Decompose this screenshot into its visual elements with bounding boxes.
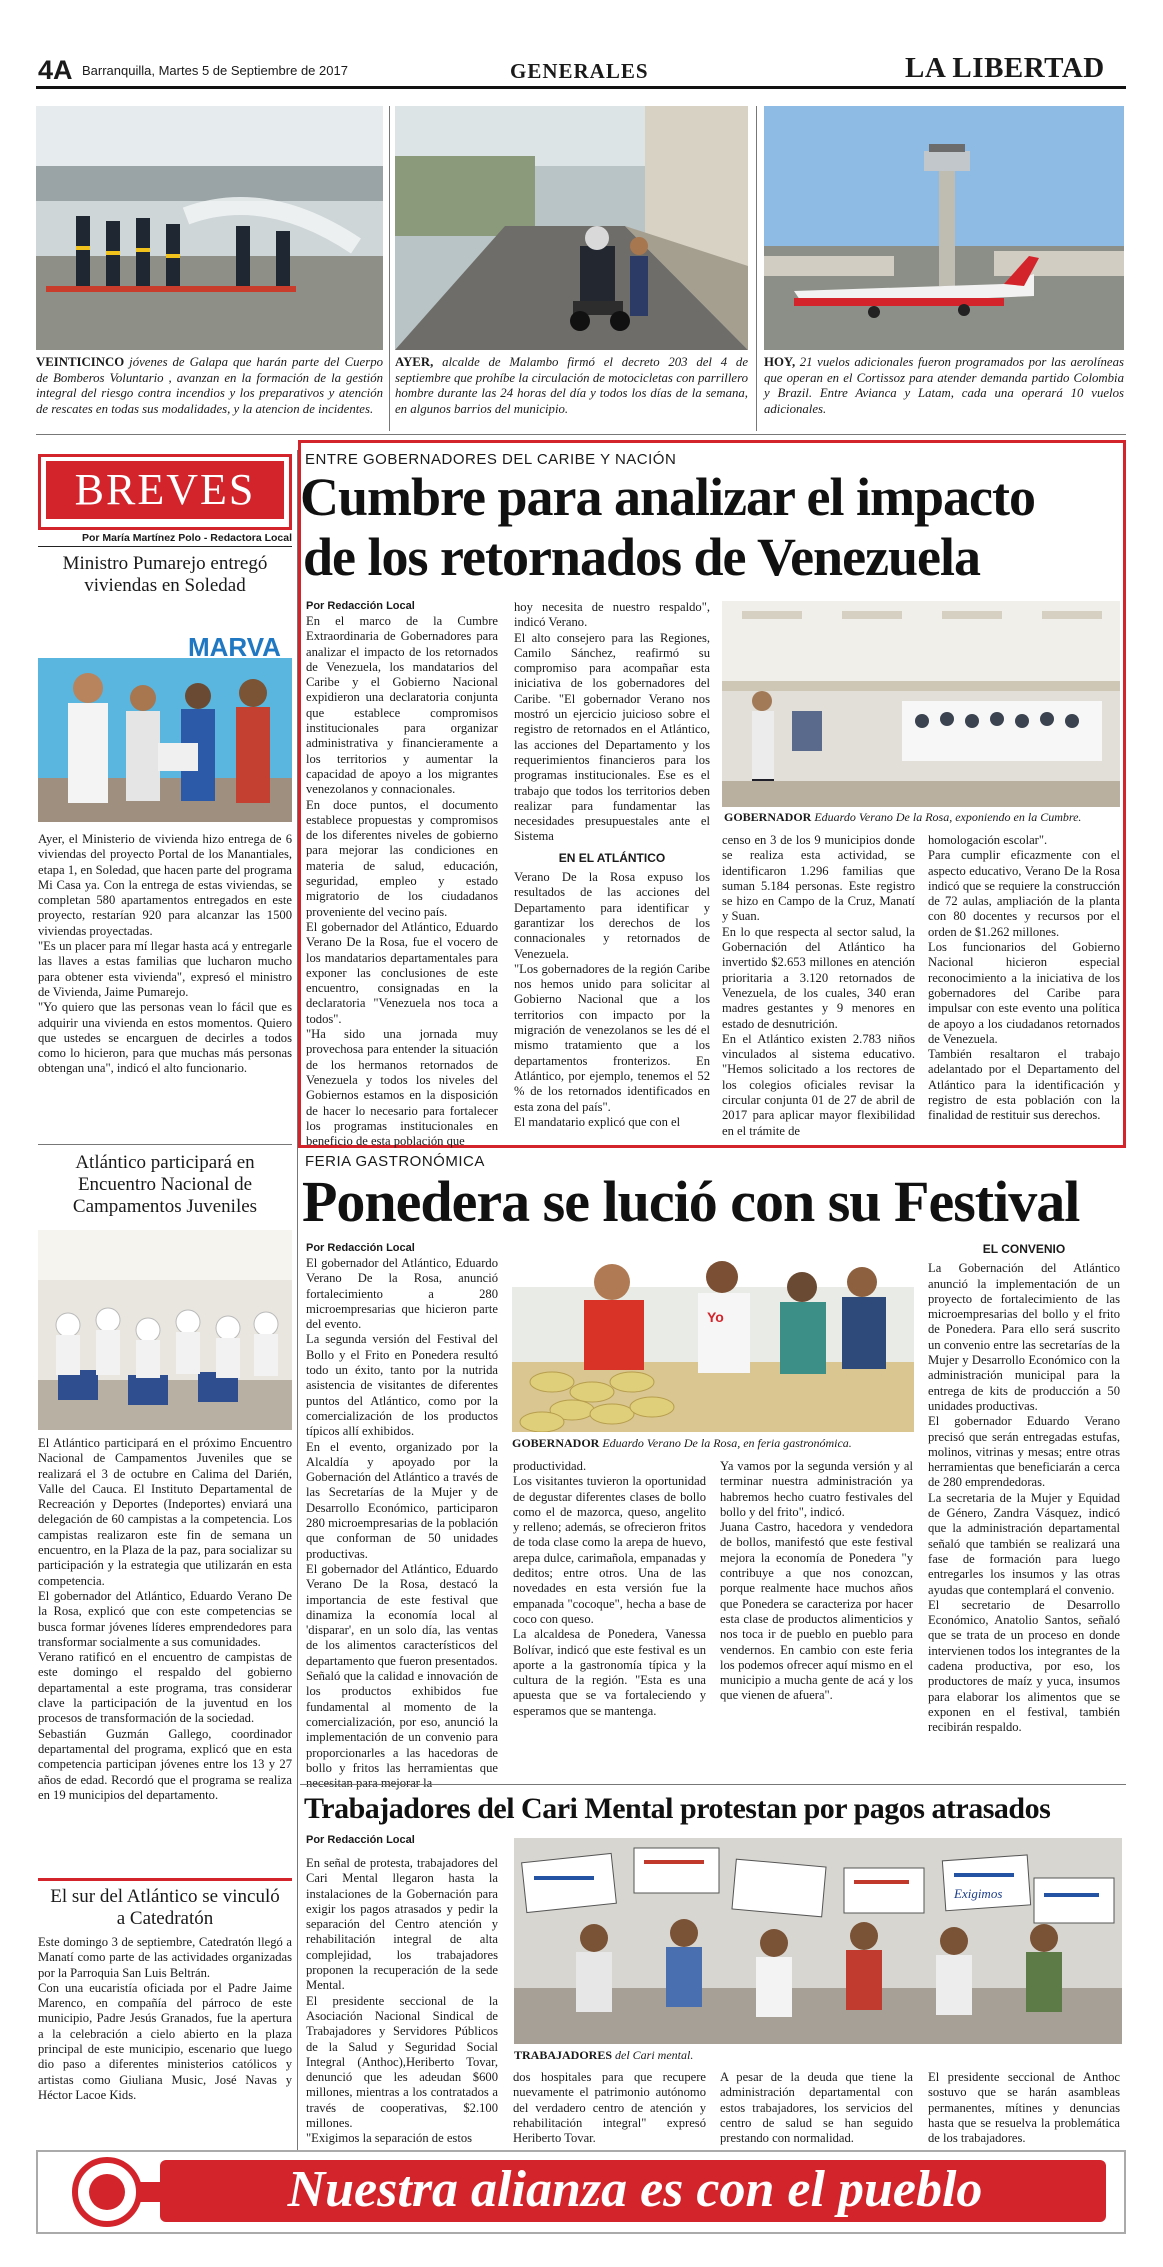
paragraph: El Atlántico participará en el próximo Encuentro Nacional de Campamentos Juveniles que se realizará el 3 de octubre en Calima del Darién, Valle del Cauca. El Instituto Departamental de Recreación y Deportes (Indeportes) enviará una delegación de 60 campistas a la competencia. Los campistas realizaron este fin de semana un encuentro, en la Plaza de la paz, para socializar su participación y la estrategia que utilizarán en esta competencia. — [38, 1436, 292, 1588]
paragraph: Señaló que la calidad e innovación de los productos exhibidos fue fundamental al momento de la comercialización, por eso, anunció la implementación de un convenio para proporcionarles a las hacedoras de bollo y fritos las herramientas que — [306, 1669, 498, 1775]
caption-firefighters — [36, 355, 383, 417]
cumbre-col4 — [928, 833, 1120, 1124]
paragraph: Ayer, el Ministerio de vivienda hizo entrega de 6 viviendas del proyecto Portal de los Manantiales, etapa 1, en Soledad, que hacen parte del programa Mi Casa ya. Con la entrega de estas viviendas, se completan 580 apartamentos entregados en este proyecto, restarían 920 para alcanzar las 1500 viviendas proyectadas. — [38, 832, 292, 938]
paragraph: En lo que respecta al sector salud, la Gobernación del Atlántico ha invertido $2.653 millones en atención prioritaria a 3.120 retornados de Venezuela, de los cuales, 340 eran madres gestantes y 9 menores en estado de desnutrición. — [722, 924, 915, 1031]
column-divider — [389, 106, 390, 431]
paragraph: censo en 3 de los 9 municipios donde se realiza esta actividad, se identificaron 1.296 familias que suman 5.184 personas. Este registro se hizo en Campo de la Cruz, Manatí y Suan. — [722, 833, 915, 924]
header-rule — [36, 86, 1126, 89]
cari-byline: Por Redacción Local — [306, 1834, 415, 1846]
paragraph: "Exigimos la separación de estos — [306, 2131, 473, 2146]
paragraph: La alcaldesa de Ponedera, Vanessa Bolívar, indicó que este festival es un aporte a la gastronomía típica y la cultura de la región. "Esta es una apuesta que se va fortaleciendo y esperamos que se mantenga. — [513, 1627, 706, 1718]
paragraph: El gobernador del Atlántico, Eduardo Verano De la Rosa, destacó la importancia de este festival que dinamiza la economía local al 'disparar', en un solo día, las ventas de los alimentos característicos del departamento que fueron presentados. — [306, 1561, 498, 1668]
caption-text: jóvenes de Galapa que harán parte del Cuerpo de Bomberos Voluntario , avanzan en la formación de la gestión integral del riesgo contra incendios y los preparativos y atención de rescates en todas sus modalidades, y la atencion de incidentes. — [36, 355, 383, 416]
cari-photo — [514, 1838, 1122, 2044]
paragraph: La segunda versión del Festival del Bollo y el Frito en Ponedera resultó todo un éxito, tanto por la nutrida asistencia de visitantes de diferentes puntos del Atlántico, como por la comercialización de los productos típicos allí exhibidos. — [306, 1332, 498, 1439]
brief-headline-pumarejo: Ministro Pumarejo entregó viviendas en Soledad — [62, 553, 268, 596]
pumarejo-photo — [38, 628, 292, 822]
caption-lead: TRABAJADORES — [514, 2048, 613, 2062]
column-divider — [756, 106, 757, 431]
paragraph: En el evento, organizado por la Alcaldía y apoyado por la Gobernación del Atlántico a través de las Secretarías de la Mujer y de Desarrollo Económico, participaron 280 microempresarias de la población que conforman de 50 unidades productivas. — [306, 1439, 498, 1561]
caption-text: Eduardo Verano De la Rosa, en feria gastronómica. — [602, 1436, 852, 1450]
caption-lead: VEINTICINCO — [36, 355, 125, 369]
paragraph: Ya vamos por la segunda versión y al terminar nuestra administración ya habremos hecho cuatro festivales del bollo y del frito", indicó. — [720, 1459, 913, 1519]
paragraph: homologación escolar". — [928, 833, 1048, 847]
airport-photo — [764, 106, 1124, 350]
cumbre-headline-line1: Cumbre para analizar el impacto — [300, 467, 1035, 527]
paragraph: El secretario de Desarrollo Económico, Anatolio Santos, señaló que se trata de un proceso en donde intervienen todos los integrantes de la cadena productiva, por eso, los productores de maíz y yuca, insumos para elaborar los alimentos que se exponen en el festival, también recibirán respaldo. — [928, 1597, 1120, 1735]
caption-lead: AYER, — [395, 355, 434, 369]
breves-byline: Por María Martínez Polo - Redactora Local — [81, 532, 292, 544]
cumbre-photo — [722, 601, 1120, 807]
masthead: LA LIBERTAD — [905, 52, 1105, 84]
cari-col2 — [513, 2070, 706, 2146]
divider — [300, 1784, 1126, 1785]
paragraph: Verano De la Rosa expuso los resultados de las acciones del Departamento para identificar y garantizar los derechos de los connacionales y retornados de Venezuela. — [514, 870, 710, 961]
brief-body-campamentos — [38, 1436, 292, 1803]
paragraph: El gobernador del Atlántico, Eduardo Verano De la Rosa, explicó que con este competencias se busca formar jóvenes líderes emprendedores para transformar socialmente a sus comunidades. — [38, 1588, 292, 1649]
divider-red — [38, 1878, 292, 1881]
svg-text:MARVA: MARVA — [188, 632, 281, 662]
paragraph: El gobernador Eduardo Verano precisó que serán entregadas estufas, molinos, vitrinas y mesas; entre otras herramientas que beneficiarán a cerca de 280 emprendedoras. — [928, 1414, 1120, 1490]
section-title: GENERALES — [510, 59, 649, 83]
paragraph: hoy necesita de nuestro respaldo", indicó Verano. — [514, 600, 710, 630]
paragraph: También resaltaron el trabajo adelantado por el Departamento del Atlántico para la identificación y registro de esta población con la finalidad de restituir sus derechos. — [928, 1047, 1120, 1123]
paragraph: "Los gobernadores de la región Caribe nos hemos unido para solicitar al Gobierno Nacional que a los territorios con impacto por la migración de venezolanos se les dé el mismo tratamiento que a los departamentos fronterizos. En Atlántico, por ejemplo, tenemos el 52 % de los retornados identificados en esta zona del país". — [514, 961, 710, 1114]
cumbre-col2 — [514, 600, 710, 1130]
motorcycle-photo — [395, 106, 748, 350]
cari-photo-caption — [514, 2048, 914, 2064]
paragraph: "Es un placer para mí llegar hasta acá y entregarle las llaves a estas familias que lucharon mucho para obtener esta vivienda", expresó el ministro de Vivienda, Jaime Pumarejo. — [38, 939, 292, 999]
paragraph: La secretaria de la Mujer y Equidad de Género, Zandra Vásquez, indicó que la administración departamental señaló que también se realizará una fase de formación para luego entregarles los insumos y las otras ayudas que contemplará el convenio. — [928, 1490, 1120, 1597]
cari-col4 — [928, 2070, 1120, 2146]
ponedera-col1 — [306, 1256, 498, 1791]
paragraph: El gobernador del Atlántico, Eduardo Verano De la Rosa, anunció fortalecimiento a 280 microempresarias que hicieron parte del evento. — [306, 1256, 498, 1332]
paragraph: El presidente seccional de la Asociación Nacional Sindical de Trabajadores y Servidores Públicos de la Salud y Seguridad Social Integral (Anthoc),Heriberto Tovar, denunció que les adeudan $600 millones, mientras a los contratados a través de cooperativas, $2.100 millones. — [306, 1993, 498, 2131]
paragraph: Los funcionarios del Gobierno Nacional hicieron especial reconocimiento a la iniciativa de los gobernadores del Caribe para impulsar con este evento una política de apoyo a los ciudadanos retornados de Venezuela. — [928, 940, 1120, 1046]
paragraph: En el marco de la Cumbre Extraordinaria de Gobernadores para analizar el impacto de los retornados de Venezuela, los mandatarios del Caribe y el Gobierno Nacional expidieron una declaratoria conjunta que establece compromisos institucionales para organizar administrativa y financieramente a los territorios y aumentar la capacidad de apoyo a los migrantes venezolanos y connacionales. — [306, 614, 498, 797]
ponedera-col2 — [513, 1459, 706, 1719]
paragraph: Sebastián Guzmán Gallego, coordinador departamental del programa, explicó que en esta competencia participan jóvenes entre los 13 y 27 años de edad. Recordó que el programa se realiza en 19 municipios del departamento. — [38, 1726, 292, 1802]
paragraph: Juana Castro, hacedora y vendedora de bollos, manifestó que este festival mejora la economía de Ponedera "y contribuye a que nos conozcan, porque realmente hace muchos años que Ponedera se caracteriza por hacer esta clase de productos alimenticios y nos toca ir de pueblo en pueblo para vendernos. En cambio con este feria los podemos ofrecer aquí mismo en el municipio a mucha gente de acá y los que vienen de afuera". — [720, 1520, 913, 1703]
slogan-emblem — [52, 2156, 162, 2228]
dateline: Barranquilla, Martes 5 de Septiembre de 2017 — [82, 63, 348, 78]
caption-lead: GOBERNADOR — [724, 810, 812, 824]
caption-text: 21 vuelos adicionales fueron programados por las aerolíneas que operan en el Cortissoz para atender demanda partido Colombia y Brazil. Entre Avianca y Latam, cada una operará 10 vuelos adicionales. — [764, 355, 1124, 416]
caption-lead: HOY, — [764, 355, 796, 369]
divider — [38, 1144, 292, 1145]
paragraph: La Gobernación del Atlántico anunció la implementación de un proyecto de fortalecimiento de las microempresarias del bollo y el frito de Ponedera. Para ello será suscrito un convenio entre las secretarías de la Mujer y Desarrollo Económico con la administración municipal para la entrega de kits de producción a 50 unidades productivas. — [928, 1261, 1120, 1413]
brief-headline-campamentos: Atlántico participará en Encuentro Nacional de Campamentos Juveniles — [72, 1152, 258, 1217]
paragraph: El gobernador del Atlántico, Eduardo Verano De la Rosa, fue el vocero de los mandatarios departamentales para exponer las conclusiones de este encuentro, consignadas en la declaratoria "Venezuela nos toca a todos". — [306, 919, 498, 1026]
subhead: EL CONVENIO — [982, 1242, 1066, 1256]
brief-headline-catedraton: El sur del Atlántico se vinculó a Catedratón — [50, 1886, 280, 1929]
cumbre-kicker: ENTRE GOBERNADORES DEL CARIBE Y NACIÓN — [305, 451, 677, 468]
campamentos-photo — [38, 1230, 292, 1430]
cumbre-photo-caption — [724, 810, 1120, 826]
paragraph: Con una eucaristía oficiada por el Padre Jaime Marenco, en compañía del párroco de este municipio, Padre Jesús Granados, fue la apertura a la celebración a cielo abierto en la plaza principal de este municipio, escenario que luego dio paso a diferentes ministerios católicos y artistas como Giuliana Music, José Navas y Héctor Lacoe Kids. — [38, 1980, 292, 2102]
caption-airport — [764, 355, 1124, 417]
divider — [36, 434, 1126, 435]
ponedera-kicker: FERIA GASTRONÓMICA — [305, 1153, 485, 1170]
paragraph: A pesar de la deuda que tiene la administración departamental con estos trabajadores, los servicios del centro de salud se han seguido prestando con normalidad. — [720, 2070, 913, 2146]
ponedera-byline: Por Redacción Local — [306, 1242, 415, 1254]
svg-text:Exigimos: Exigimos — [954, 1886, 1003, 1901]
cari-headline: Trabajadores del Cari Mental protestan por pagos atrasados — [304, 1792, 1051, 1825]
paragraph: El presidente seccional de Anthoc sostuvo que se harán asambleas permanentes, mítines y denuncias hasta que se resuelva la problemática de los trabajadores. — [928, 2070, 1120, 2146]
ponedera-photo-caption — [512, 1436, 914, 1452]
page-number: 4A — [38, 55, 73, 85]
cumbre-byline: Por Redacción Local — [306, 600, 415, 612]
paragraph: productividad. — [513, 1459, 587, 1473]
divider — [38, 546, 292, 547]
caption-text: alcalde de Malambo firmó el decreto 203 del 4 de septiembre que prohíbe la circulación de motocicletas con parrillero hombre durante las 24 horas del día y todos los días de la semana, en algunos barrios del municipio. — [395, 355, 748, 416]
paragraph: El alto consejero para las Regiones, Camilo Sánchez, reafirmó su compromiso para acompañar esta iniciativa de los gobernadores del Caribe. "El gobernador Verano nos mostró un ejercicio juicioso sobre el registro de retornados en el Atlántico, las acciones del Departamento y los requerimientos financieros para los programas institucionales. Ese es el trabajo que todos los territorios deben realizar para fundamentar las necesidades presupuestales ante el Sistema — [514, 630, 710, 844]
svg-text:Yo: Yo — [707, 1309, 724, 1325]
paragraph: El mandatario explicó que con el — [514, 1114, 681, 1129]
paragraph: dos hospitales para que recupere nuevamente el patrimonio autónomo del verdadero centro de atención y rehabilitación integral" expresó Heriberto Tovar. — [513, 2070, 706, 2146]
caption-lead: GOBERNADOR — [512, 1436, 600, 1450]
breves-title: BREVES — [46, 461, 284, 519]
ponedera-col4 — [928, 1242, 1120, 1736]
cari-col3 — [720, 2070, 913, 2146]
caption-motorcycle — [395, 355, 748, 417]
paragraph: Para cumplir eficazmente con el aspecto educativo, Verano De la Rosa indicó que se requiere la construcción de 72 aulas, ampliación de la planta con 80 docentes y recursos por el orden de $1.262 millones. — [928, 848, 1120, 939]
paragraph: "Yo quiero que las personas vean lo fácil que es adquirir una vivienda en estos momentos. Quiero que ustedes se encarguen de decirles a todos como lo hicieron, para que muchas más personas obtengan una", indicó el alto funcionario. — [38, 1000, 292, 1076]
paragraph: En señal de protesta, trabajadores del Cari Mental llegaron hasta la instalaciones de la Gobernación para exigir los pagos atrasados y pedir la separación del Centro atención y rehabilitación integral de alta complejidad, los trabajadores proponen la recuperación de la sede Mental. — [306, 1856, 498, 1993]
paragraph: Verano ratificó en el encuentro de campistas de este domingo el respaldo del gobierno departamental a este programa, tras considerar clave la participación de la juventud en los procesos de transformación de la sociedad. — [38, 1650, 292, 1726]
cumbre-col3 — [722, 833, 915, 1139]
brief-body-pumarejo — [38, 832, 292, 1077]
paragraph: "Ha sido una jornada muy provechosa para entender la situación de los hermanos retornados de Venezuela y todos los niveles del Gobiernos estamos en la disposición de hacer lo necesario para fortalecer los programas institucionales en beneficio de esta población que — [306, 1027, 498, 1149]
cumbre-headline-line2: de los retornados de Venezuela — [303, 527, 981, 587]
ponedera-col3 — [720, 1459, 913, 1704]
paragraph: Los visitantes tuvieron la oportunidad de degustar diferentes clases de bollo como el de mazorca, queso, angelito y relleno; además, se ofrecieron fritos de toda clase como la arepa de huevo, arepa dulce, carimañola, empanadas y deditos; entre otros. Una de las novedades en esta versión fue la empanada "cocoque", hecha a base de coco con queso. — [513, 1474, 706, 1626]
ponedera-headline: Ponedera se lució con su Festival — [302, 1169, 1080, 1234]
brief-body-catedraton — [38, 1935, 292, 2103]
cari-col1 — [306, 1856, 498, 2147]
cumbre-col1 — [306, 614, 498, 1149]
subhead: EN EL ATLÁNTICO — [558, 850, 666, 865]
slogan-text: Nuestra alianza es con el pueblo — [287, 2161, 983, 2218]
firefighters-photo — [36, 106, 383, 350]
ponedera-photo — [512, 1242, 914, 1432]
paragraph: En doce puntos, el documento establece propuestas y compromisos de los diferentes niveles de gobierno para mejorar las condiciones en materia de salud, educación, seguridad, empleo y estado migratorio de los ciudadanos proveniente del vecino país. — [306, 797, 498, 919]
paragraph: Este domingo 3 de septiembre, Catedratón llegó a Manatí como parte de las actividades organizadas por la Parroquia San Luis Beltrán. — [38, 1935, 292, 1980]
paragraph: En el Atlántico existen 2.783 niños vinculados al sistema educativo. "Hemos solicitado a los rectores de los colegios oficiales revisar la circular conjunta 01 de 27 de abril de 2017 para aplicar mayor flexibilidad en el trámite de — [722, 1031, 915, 1138]
caption-text: del Cari mental. — [615, 2048, 694, 2062]
caption-text: Eduardo Verano De la Rosa, exponiendo en la Cumbre. — [814, 810, 1082, 824]
